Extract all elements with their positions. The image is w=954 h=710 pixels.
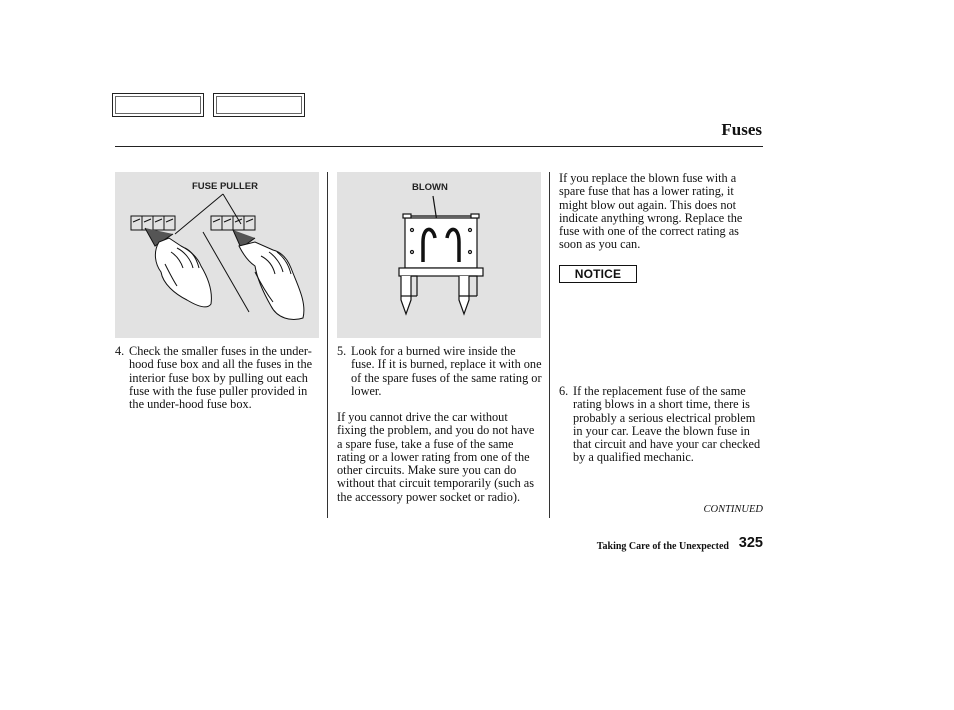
step-number: 5.: [337, 344, 347, 358]
step-text: If the replacement fuse of the same rating blows in a short time, there is probably a serious electrical problem in your car. Leave the blown fuse in that circuit and have your car checked by a qualified mechanic.: [573, 384, 761, 465]
step-number: 6.: [559, 384, 569, 398]
nav-button-table-of-contents[interactable]: [213, 93, 305, 117]
lower-rating-paragraph: If you replace the blown fuse with a spare fuse that has a lower rating, it might blow out again. This does not indicate anything wrong. Replace the fuse with one of the correct rating as soon as you can.: [559, 171, 743, 252]
notice-label: NOTICE: [574, 267, 622, 281]
step-4: [115, 345, 320, 411]
fuse-puller-label: FUSE PULLER: [192, 181, 258, 192]
step-text: Check the smaller fuses in the under-hood fuse box and all the fuses in the interior fuse box by pulling out each fuse with the fuse puller provided in the under-hood fuse box.: [129, 344, 313, 412]
footer-section-title[interactable]: Taking Care of the Unexpected: [596, 541, 729, 552]
column-divider-1: [327, 172, 328, 518]
blown-fuse-figure: [337, 172, 541, 338]
page-title: Fuses: [721, 120, 762, 139]
column-divider-2: [549, 172, 550, 518]
fuse-puller-figure: [115, 172, 319, 338]
notice-badge: [559, 265, 637, 283]
step-6: [559, 385, 764, 465]
fuse-puller-illustration: [115, 172, 319, 338]
continued-label: CONTINUED: [703, 504, 763, 515]
no-spare-fuse-paragraph: If you cannot drive the car without fixing the problem, and you do not have a spare fuse, take a fuse of the same rating or a lower rating from one of the other circuits. Make sure you can do without that circuit temporarily (such as the accessory power socket or radio).: [337, 410, 535, 504]
nav-button-main-menu[interactable]: [112, 93, 204, 117]
header-rule: [115, 146, 763, 147]
step-number: 4.: [115, 344, 125, 358]
step-5: [337, 345, 542, 398]
step-text: Look for a burned wire inside the fuse. If it is burned, replace it with one of the spare fuses of the same rating or lower.: [351, 344, 542, 398]
blown-fuse-illustration: [337, 172, 541, 338]
blown-label: BLOWN: [412, 182, 448, 193]
page-number: 325: [738, 535, 763, 551]
